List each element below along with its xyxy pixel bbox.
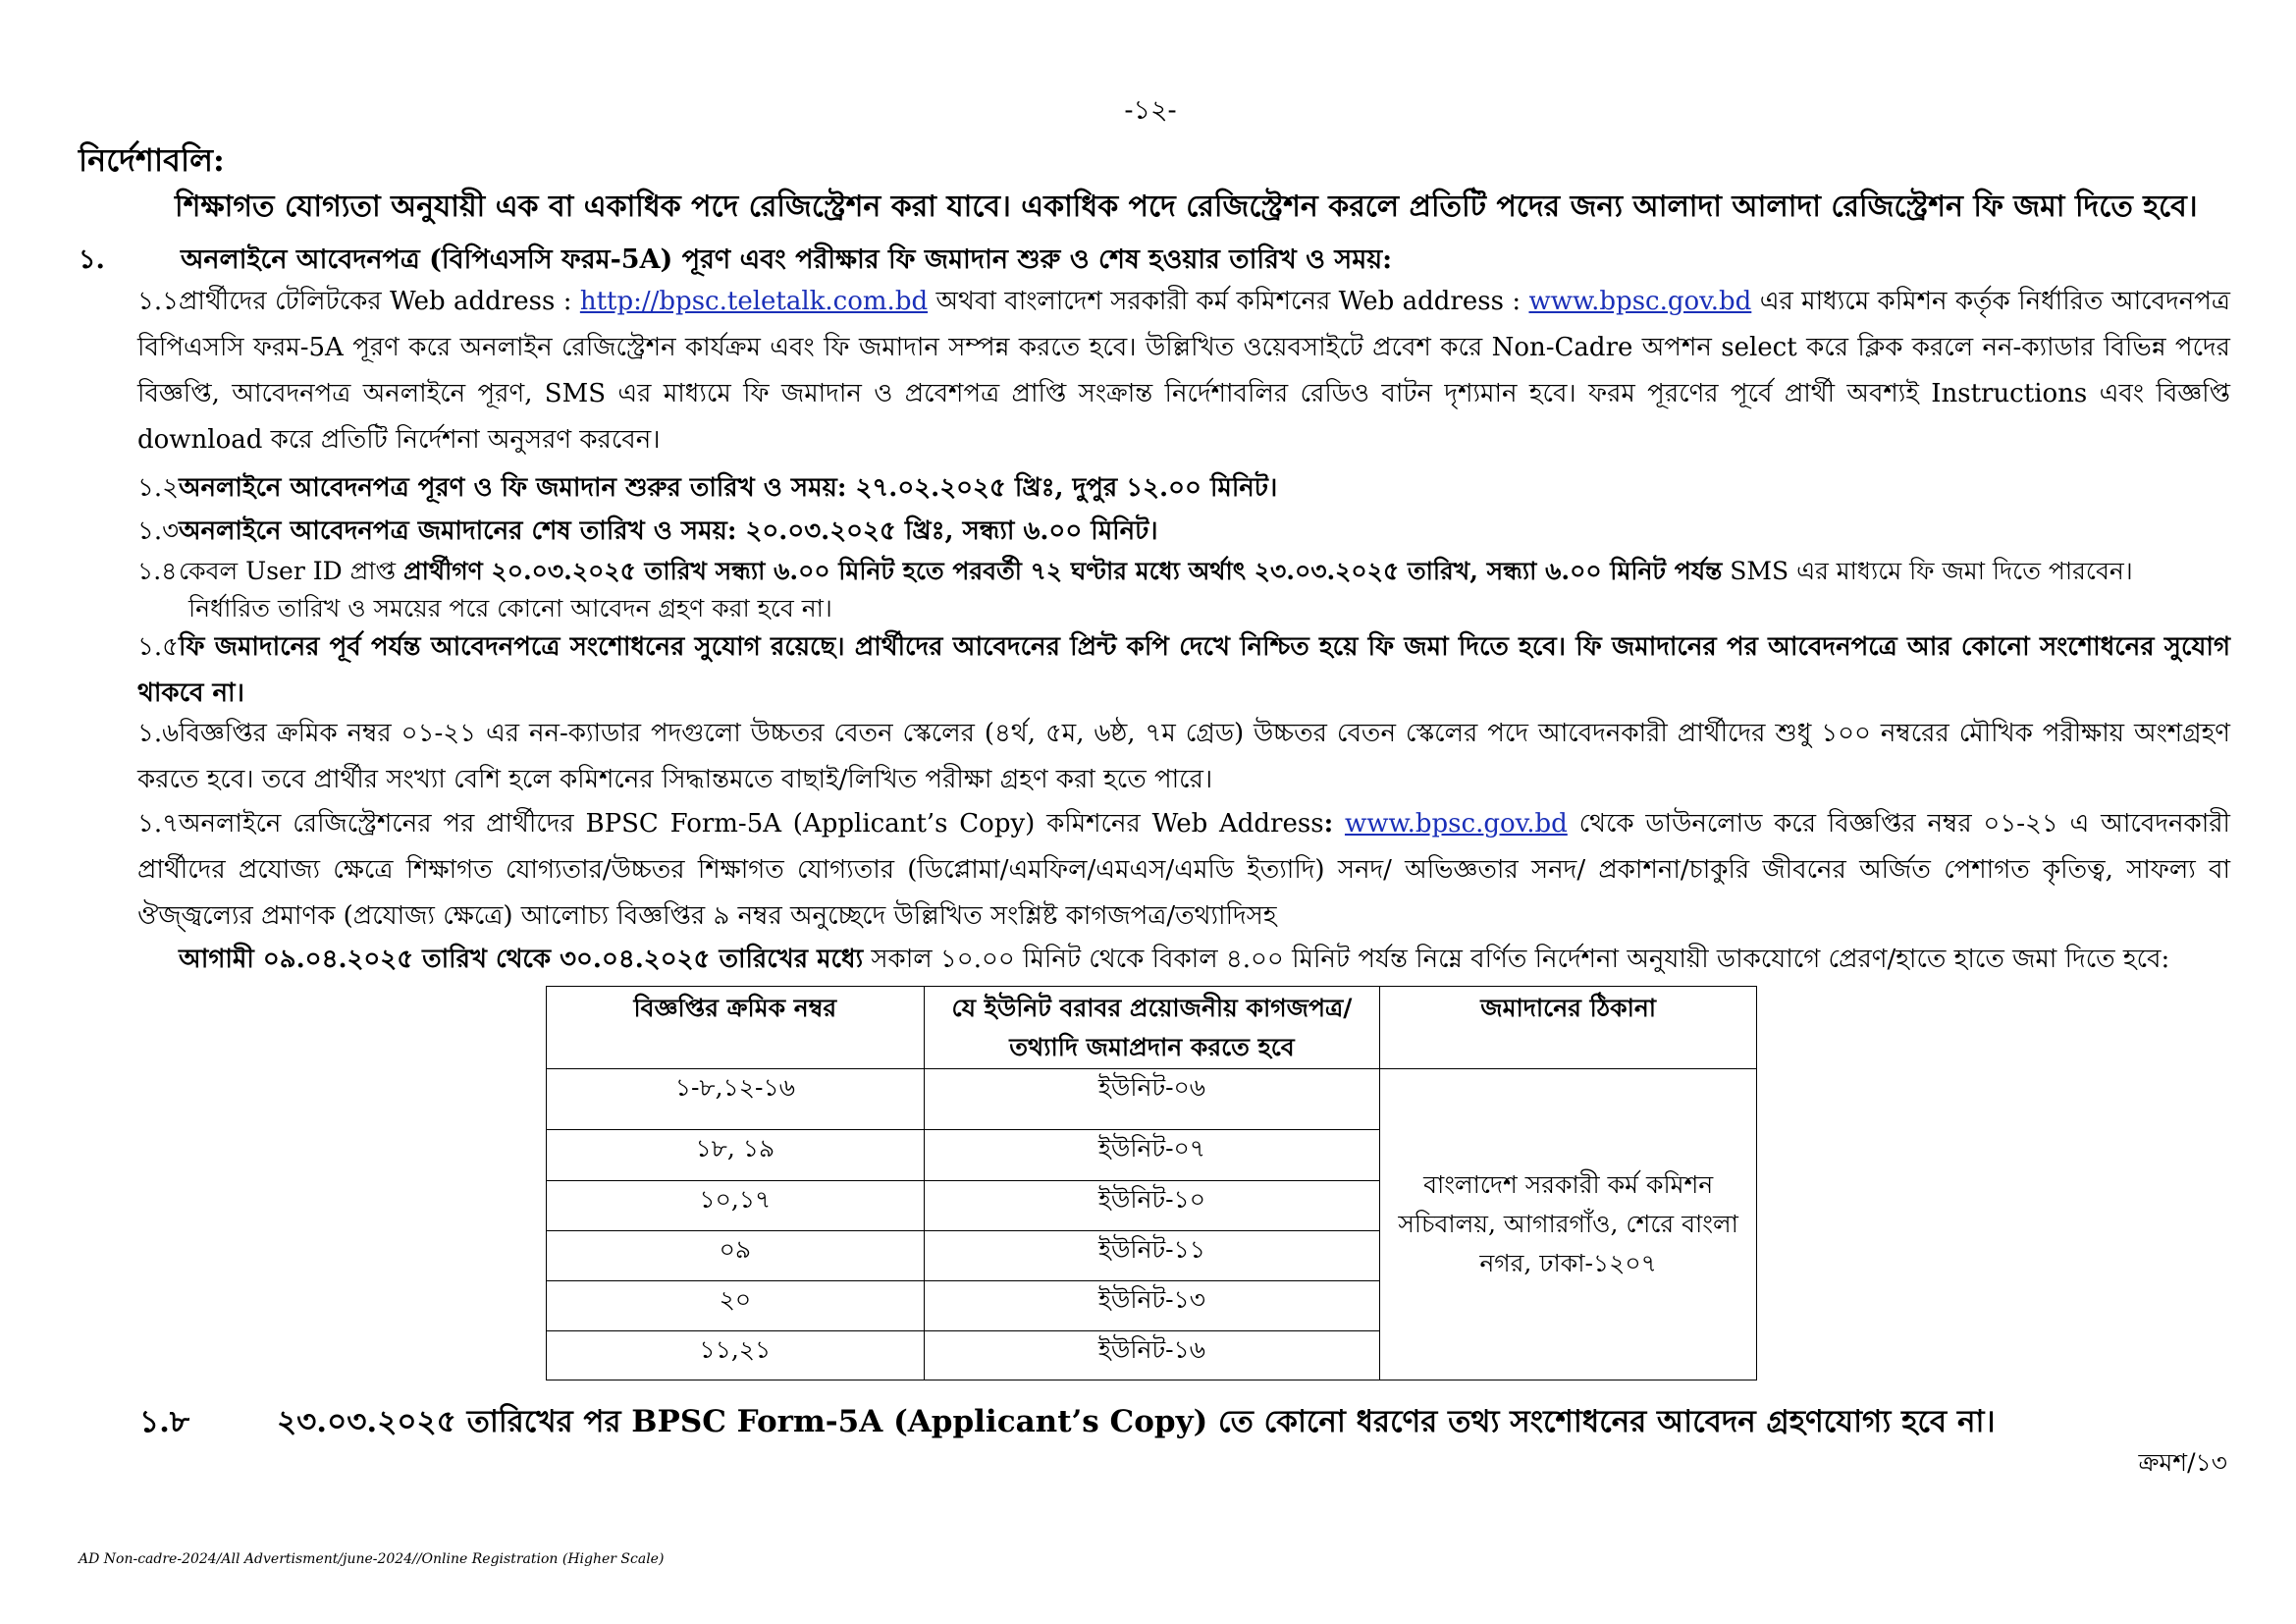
text-run: সকাল ১০.০০ মিনিট থেকে বিকাল ৪.০০ মিনিট পর্যন্ত নিম্নে বর্ণিত নির্দেশনা অনুযায়ী ডাকযোগে প্রেরণ/হাতে হাতে জমা দিতে হবে: bbox=[863, 945, 2170, 974]
text-run: অনলাইনে আবেদনপত্র জমাদানের শেষ তারিখ ও সময়: ২০.০৩.২০২৫ খ্রিঃ, সন্ধ্যা ৬.০০ মিনিট। bbox=[179, 516, 1158, 546]
text-run: অনলাইনে আবেদনপত্র পূরণ ও ফি জমাদান শুরুর তারিখ ও সময়: ২৭.০২.২০২৫ খ্রিঃ, দুপুর ১২.০০ মিনিট। bbox=[179, 473, 1278, 503]
sub-number: ১.২ bbox=[137, 473, 180, 503]
text-run: থেকে ডাউনলোড করে বিজ্ঞপ্তির নম্বর ০১-২১ এ আবেদনকারী প্রার্থীদের প্রযোজ্য ক্ষেত্রে শিক্ষাগত যোগ্যতার/উচ্চতর শিক্ষাগত যোগ্যতার (ডিপ্লোমা/এমফিল/এমএস/এমডি ইত্যাদি) সনদ/ অভিজ্ঞতার সনদ/ প্রকাশনা/চাকুরি জীবনের অর্জিত পেশাগত কৃতিত্ব, সাফল্য বা ঔজ্জ্বল্যের প্রমাণক (প্রযোজ্য ক্ষেত্রে) আলোচ্য বিজ্ঞপ্তির ৯ নম্বর অনুচ্ছেদে উল্লিখিত সংশ্লিষ্ট কাগজপত্র/তথ্যাদিসহ bbox=[137, 809, 2230, 931]
text-run: SMS এর মাধ্যমে ফি জমা দিতে পারবেন। bbox=[1722, 557, 2133, 585]
submission-units-table bbox=[546, 986, 1757, 1380]
paragraph-1-1 bbox=[137, 279, 2230, 463]
text-run-bold: প্রার্থীগণ ২০.০৩.২০২৫ তারিখ সন্ধ্যা ৬.০০ মিনিট হতে পরবর্তী ৭২ ঘণ্টার মধ্যে অর্থাৎ ২৩.০৩.২০২৫ তারিখ, সন্ধ্যা ৬.০০ মিনিট পর্যন্ত bbox=[402, 557, 1723, 585]
serial-cell: ১৮, ১৯ bbox=[547, 1130, 925, 1181]
text-run: : bbox=[1323, 809, 1334, 839]
text-run: ২৩.০৩.২০২৫ তারিখের পর BPSC Form-5A (Applicant’s Copy) তে কোনো ধরণের তথ্য সংশোধনের আবেদন গ্রহণযোগ্য হবে না। bbox=[277, 1404, 1996, 1439]
submission-deadline bbox=[179, 939, 2169, 982]
bpsc-link-2[interactable]: www.bpsc.gov.bd bbox=[1344, 809, 1568, 839]
sub-number: ১.৪ bbox=[137, 557, 178, 585]
continued-marker: ক্রমশ/১৩ bbox=[2138, 1448, 2227, 1477]
bpsc-link[interactable]: www.bpsc.gov.bd bbox=[1528, 287, 1752, 316]
sub-number: ১.৮ bbox=[139, 1404, 190, 1439]
sub-number: ১.১ bbox=[137, 287, 180, 316]
paragraph-1-4-line2: নির্ধারিত তারিখ ও সময়ের পরে কোনো আবেদন গ্রহণ করা হবে না। bbox=[188, 594, 832, 623]
paragraph-1-3 bbox=[137, 511, 1158, 554]
serial-cell: ২০ bbox=[547, 1281, 925, 1331]
paragraph-1-6 bbox=[137, 711, 2230, 803]
unit-cell: ইউনিট-০৭ bbox=[924, 1130, 1380, 1181]
paragraph-1-8 bbox=[139, 1398, 1996, 1449]
table-row bbox=[547, 1069, 1757, 1130]
col-header-unit: যে ইউনিট বরাবর প্রয়োজনীয় কাগজপত্র/তথ্যাদি জমাপ্রদান করতে হবে bbox=[924, 987, 1380, 1069]
sub-number: ১.৬ bbox=[137, 719, 180, 748]
sub-number: ১.৫ bbox=[137, 632, 180, 662]
sub-number: ১.৭ bbox=[137, 809, 180, 839]
text-run: অনলাইনে রেজিস্ট্রেশনের পর প্রার্থীদের BPSC Form-5A (Applicant’s Copy) কমিশনের Web Address bbox=[179, 809, 1324, 839]
serial-cell: ১০,১৭ bbox=[547, 1181, 925, 1231]
text-run: বিজ্ঞপ্তির ক্রমিক নম্বর ০১-২১ এর নন-ক্যাডার পদগুলো উচ্চতর বেতন স্কেলের (৪র্থ, ৫ম, ৬ষ্ঠ, ৭ম গ্রেড) উচ্চতর বেতন স্কেলের পদে আবেদনকারী প্রার্থীদের শুধু ১০০ নম্বরের মৌখিক পরীক্ষায় অংশগ্রহণ করতে হবে। তবে প্রার্থীর সংখ্যা বেশি হলে কমিশনের সিদ্ধান্তমতে বাছাই/লিখিত পরীক্ষা গ্রহণ করা হতে পারে। bbox=[137, 719, 2230, 794]
section-number: ১. bbox=[79, 244, 105, 275]
text-run-bold: আগামী ০৯.০৪.২০২৫ তারিখ থেকে ৩০.০৪.২০২৫ তারিখের মধ্যে bbox=[179, 945, 864, 974]
address-cell: বাংলাদেশ সরকারী কর্ম কমিশন সচিবালয়, আগারগাঁও, শেরে বাংলা নগর, ঢাকা-১২০৭ bbox=[1380, 1069, 1757, 1380]
unit-cell: ইউনিট-১১ bbox=[924, 1231, 1380, 1281]
unit-cell: ইউনিট-১৩ bbox=[924, 1281, 1380, 1331]
section-title-text: অনলাইনে আবেদনপত্র (বিপিএসসি ফরম-5A) পূরণ এবং পরীক্ষার ফি জমাদান শুরু ও শেষ হওয়ার তারিখ ও সময়: bbox=[181, 244, 1393, 275]
instructions-heading: নির্দেশাবলি: bbox=[79, 141, 225, 179]
paragraph-1-7 bbox=[137, 801, 2230, 940]
unit-cell: ইউনিট-১০ bbox=[924, 1181, 1380, 1231]
text-run: ফি জমাদানের পূর্ব পর্যন্ত আবেদনপত্রে সংশোধনের সুযোগ রয়েছে। প্রার্থীদের আবেদনের প্রিন্ট কপি দেখে নিশ্চিত হয়ে ফি জমা দিতে হবে। ফি জমাদানের পর আবেদনপত্রে আর কোনো সংশোধনের সুযোগ থাকবে না। bbox=[137, 632, 2230, 708]
unit-cell: ইউনিট-০৬ bbox=[924, 1069, 1380, 1130]
sub-number: ১.৩ bbox=[137, 516, 180, 546]
text-run: কেবল User ID প্রাপ্ত bbox=[179, 557, 403, 585]
col-header-address: জমাদানের ঠিকানা bbox=[1380, 987, 1757, 1069]
section-1-title bbox=[79, 240, 1392, 284]
unit-cell: ইউনিট-১৬ bbox=[924, 1331, 1380, 1380]
page-number: -১২- bbox=[1124, 95, 1177, 126]
teletalk-link[interactable]: http://bpsc.teletalk.com.bd bbox=[579, 287, 929, 316]
text-run: প্রার্থীদের টেলিটকের Web address : bbox=[179, 287, 580, 316]
serial-cell: ১-৮,১২-১৬ bbox=[547, 1069, 925, 1130]
serial-cell: ১১,২১ bbox=[547, 1331, 925, 1380]
serial-cell: ০৯ bbox=[547, 1231, 925, 1281]
paragraph-1-2 bbox=[137, 467, 1277, 511]
footer-path: AD Non-cadre-2024/All Advertisment/june-2024//Online Registration (Higher Scale) bbox=[79, 1551, 665, 1567]
paragraph-1-5 bbox=[137, 624, 2230, 717]
paragraph-1-4 bbox=[137, 552, 2133, 594]
text-run: অথবা বাংলাদেশ সরকারী কর্ম কমিশনের Web address : bbox=[928, 287, 1529, 316]
text-run: এর মাধ্যমে কমিশন কর্তৃক নির্ধারিত আবেদনপত্র বিপিএসসি ফরম-5A পূরণ করে অনলাইন রেজিস্ট্রেশন কার্যক্রম এবং ফি জমাদান সম্পন্ন করতে হবে। উল্লিখিত ওয়েবসাইটে প্রবেশ করে Non-Cadre অপশন select করে ক্লিক করলে নন-ক্যাডার বিভিন্ন পদের বিজ্ঞপ্তি, আবেদনপত্র অনলাইনে পূরণ, SMS এর মাধ্যমে ফি জমাদান ও প্রবেশপত্র প্রাপ্তি সংক্রান্ত নির্দেশাবলির রেডিও বাটন দৃশ্যমান হবে। ফরম পূরণের পূর্বে প্রার্থী অবশ্যই Instructions এবং বিজ্ঞপ্তি download করে প্রতিটি নির্দেশনা অনুসরণ করবেন। bbox=[137, 287, 2230, 455]
table-header-row bbox=[547, 987, 1757, 1069]
intro-note: শিক্ষাগত যোগ্যতা অনুযায়ী এক বা একাধিক পদে রেজিস্ট্রেশন করা যাবে। একাধিক পদে রেজিস্ট্রেশন করলে প্রতিটি পদের জন্য আলাদা আলাদা রেজিস্ট্রেশন ফি জমা দিতে হবে। bbox=[175, 189, 2198, 224]
col-header-serial: বিজ্ঞপ্তির ক্রমিক নম্বর bbox=[547, 987, 925, 1069]
